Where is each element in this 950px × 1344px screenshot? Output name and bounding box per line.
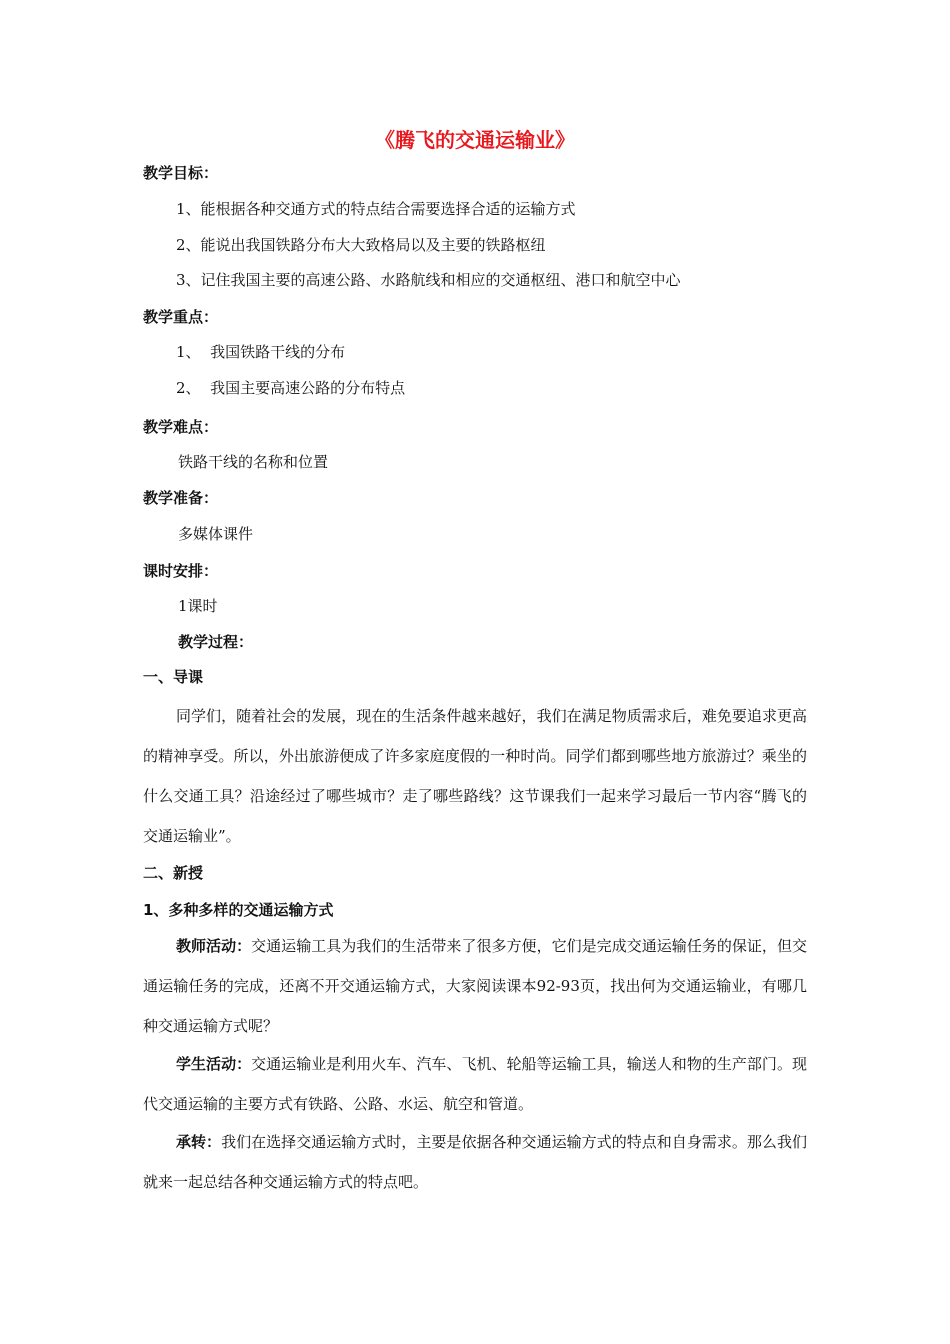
schedule-heading: 课时安排： <box>143 562 219 580</box>
section1-heading: 一、导课 <box>143 668 204 686</box>
student-activity-text: 交通运输业是利用火车、汽车、飞机、轮船等运输工具，输送人和物的生产部门。现代交通运输的主要方式有铁路、公路、水运、航空和管道。 <box>143 1055 807 1113</box>
goal-item: 1、能根据各种交通方式的特点结合需要选择合适的运输方式 <box>176 200 576 218</box>
process-heading: 教学过程： <box>178 633 254 651</box>
teacher-activity-paragraph <box>143 926 807 1046</box>
goals-heading: 教学目标： <box>143 164 219 182</box>
difficulties-heading: 教学难点： <box>143 418 219 436</box>
preparation-heading: 教学准备： <box>143 489 219 507</box>
transition-label: 承转： <box>176 1133 222 1151</box>
transition-paragraph <box>143 1122 807 1202</box>
teacher-activity-text: 交通运输工具为我们的生活带来了很多方便，它们是完成交通运输任务的保证，但交通运输任务的完成，还离不开交通运输方式，大家阅读课本92-93页，找出何为交通运输业，有哪几种交通运输方式呢？ <box>143 937 807 1035</box>
student-activity-paragraph <box>143 1044 807 1124</box>
schedule-text: 1课时 <box>178 597 218 615</box>
student-activity-label: 学生活动： <box>176 1055 252 1073</box>
transition-text: 我们在选择交通运输方式时，主要是依据各种交通运输方式的特点和自身需求。那么我们就来一起总结各种交通运输方式的特点吧。 <box>143 1133 807 1191</box>
goal-item: 2、能说出我国铁路分布大大致格局以及主要的铁路枢纽 <box>176 236 546 254</box>
preparation-text: 多媒体课件 <box>178 525 254 543</box>
goal-item: 3、记住我国主要的高速公路、水路航线和相应的交通枢纽、港口和航空中心 <box>176 271 681 289</box>
key-point-item: 1、 我国铁路干线的分布 <box>176 343 346 361</box>
key-point-item: 2、 我国主要高速公路的分布特点 <box>176 379 406 397</box>
section2-subheading: 1、多种多样的交通运输方式 <box>143 901 334 919</box>
teacher-activity-label: 教师活动： <box>176 937 252 955</box>
section2-heading: 二、新授 <box>143 864 204 882</box>
section1-paragraph: 同学们，随着社会的发展，现在的生活条件越来越好，我们在满足物质需求后，难免要追求更高的精神享受。所以，外出旅游便成了许多家庭度假的一种时尚。同学们都到哪些地方旅游过？乘坐的什么交通工具？沿途经过了哪些城市？走了哪些路线？这节课我们一起来学习最后一节内容“腾飞的交通运输业”。 <box>143 707 807 845</box>
difficulties-text: 铁路干线的名称和位置 <box>178 453 329 471</box>
document-title: 《腾飞的交通运输业》 <box>375 128 575 152</box>
key-points-heading: 教学重点： <box>143 308 219 326</box>
